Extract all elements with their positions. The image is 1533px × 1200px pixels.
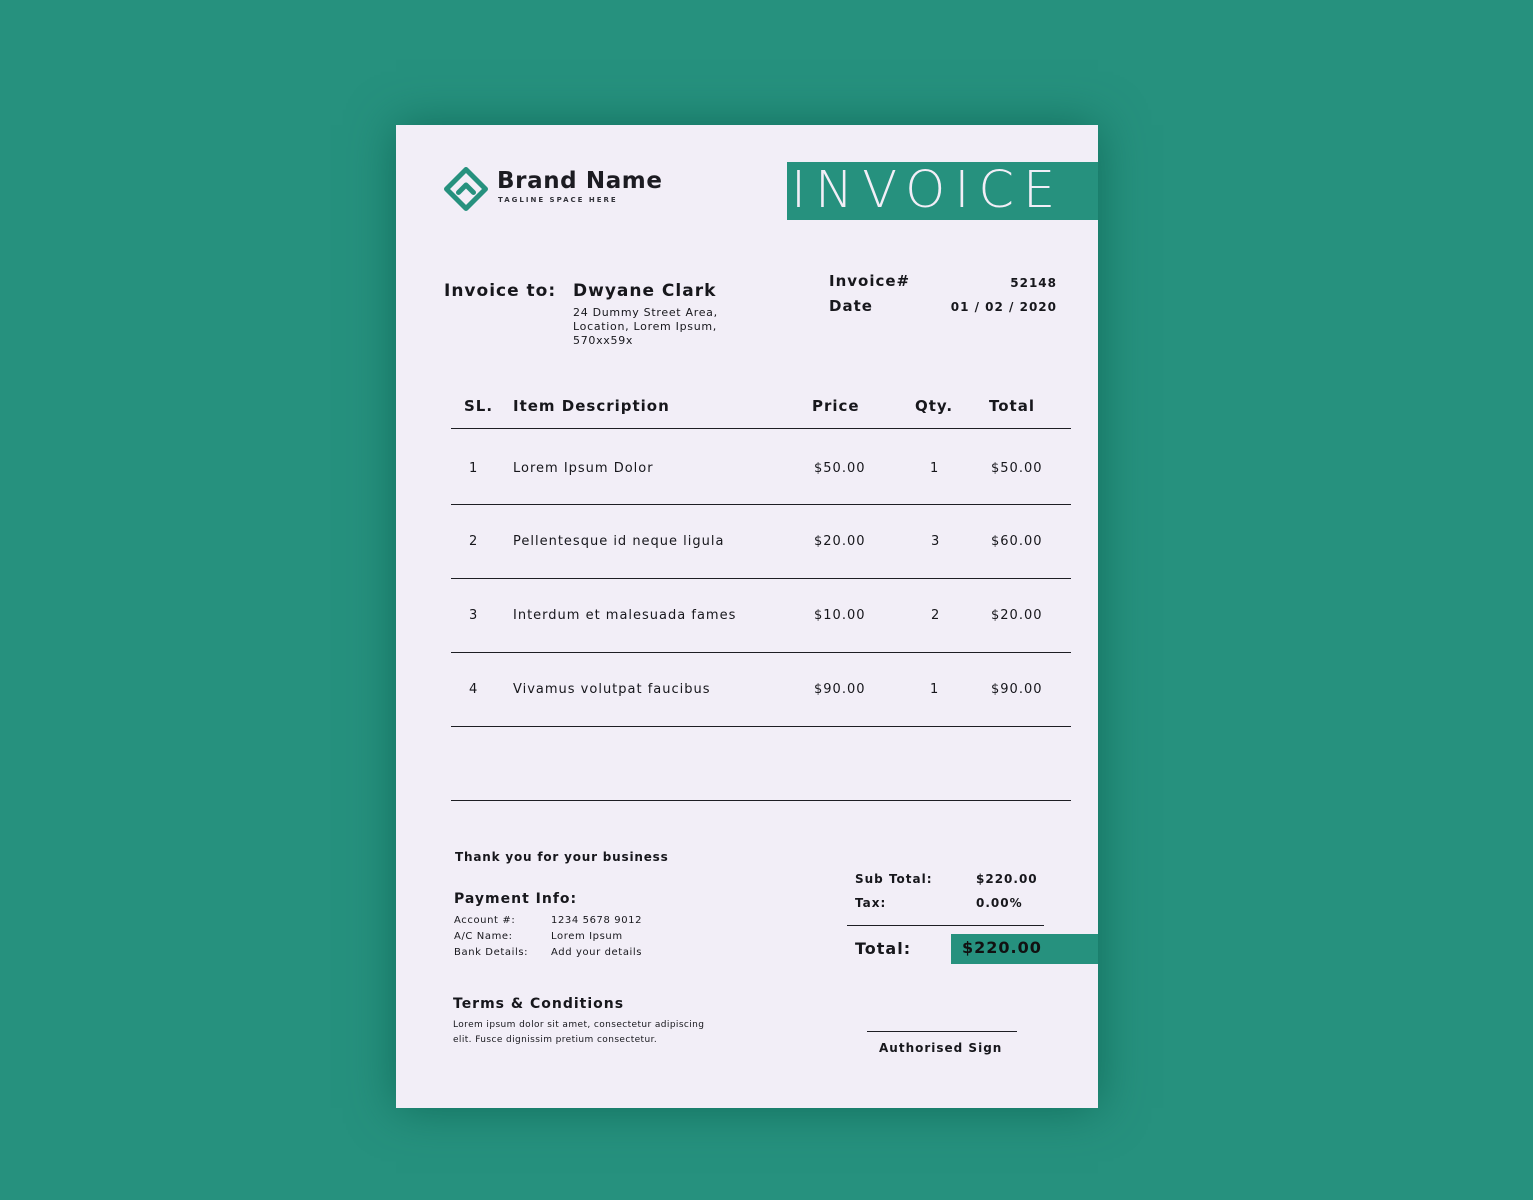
tax-label: Tax: — [855, 896, 887, 910]
cell-sl: 1 — [469, 461, 479, 476]
cell-qty: 1 — [930, 461, 940, 476]
terms-title: Terms & Conditions — [453, 996, 625, 1012]
address-line: Location, Lorem Ipsum, — [573, 320, 717, 333]
invoice-page — [396, 125, 1098, 1108]
payment-label: Bank Details: — [454, 947, 529, 958]
cell-qty: 1 — [930, 682, 940, 697]
table-header-divider — [451, 428, 1071, 429]
tax-value: 0.00% — [976, 896, 1023, 910]
signature-line — [867, 1031, 1017, 1032]
diamond-logo-icon — [444, 167, 488, 211]
address-line: 24 Dummy Street Area, — [573, 306, 718, 319]
cell-sl: 3 — [469, 608, 479, 623]
cell-sl: 4 — [469, 682, 479, 697]
cell-total: $20.00 — [991, 608, 1043, 623]
invoice-date: 01 / 02 / 2020 — [950, 300, 1057, 314]
subtotal-label: Sub Total: — [855, 872, 933, 886]
terms-text-line: elit. Fusce dignissim pretium consectetur. — [453, 1035, 658, 1045]
thank-you-note: Thank you for your business — [455, 850, 669, 864]
invoice-number: 52148 — [1010, 276, 1057, 290]
column-header-total: Total — [989, 397, 1035, 415]
subtotal-value: $220.00 — [976, 872, 1038, 886]
total-amount: $220.00 — [962, 938, 1042, 957]
address-line: 570xx59x — [573, 334, 634, 347]
column-header-price: Price — [812, 397, 860, 415]
cell-price: $50.00 — [814, 461, 866, 476]
column-header-description: Item Description — [513, 397, 670, 415]
cell-total: $50.00 — [991, 461, 1043, 476]
payment-label: A/C Name: — [454, 931, 513, 942]
column-header-qty: Qty. — [915, 397, 954, 415]
payment-value: Add your details — [551, 947, 643, 958]
brand-name: Brand Name — [497, 168, 663, 194]
date-label: Date — [829, 297, 873, 315]
row-divider — [451, 652, 1071, 653]
cell-price: $20.00 — [814, 534, 866, 549]
client-address — [573, 306, 718, 348]
payment-value: Lorem Ipsum — [551, 931, 623, 942]
cell-total: $90.00 — [991, 682, 1043, 697]
cell-price: $90.00 — [814, 682, 866, 697]
invoice-to-label: Invoice to: — [444, 281, 557, 301]
invoice-number-label: Invoice# — [829, 272, 911, 290]
invoice-title: INVOICE — [791, 161, 1065, 220]
cell-description: Lorem Ipsum Dolor — [513, 461, 654, 476]
row-divider — [451, 504, 1071, 505]
column-header-sl: SL. — [464, 397, 494, 415]
payment-info-title: Payment Info: — [454, 891, 578, 907]
row-divider — [451, 726, 1071, 727]
brand-tagline: TAGLINE SPACE HERE — [498, 196, 618, 204]
cell-description: Interdum et malesuada fames — [513, 608, 737, 623]
cell-description: Vivamus volutpat faucibus — [513, 682, 711, 697]
total-label: Total: — [855, 939, 912, 958]
cell-qty: 3 — [931, 534, 941, 549]
invoice-title-banner — [787, 162, 1098, 220]
terms-text-line: Lorem ipsum dolor sit amet, consectetur adipiscing — [453, 1020, 705, 1030]
authorised-sign-label: Authorised Sign — [879, 1041, 1003, 1055]
cell-price: $10.00 — [814, 608, 866, 623]
total-amount-box — [951, 934, 1098, 964]
payment-label: Account #: — [454, 915, 516, 926]
cell-sl: 2 — [469, 534, 479, 549]
table-bottom-divider — [451, 800, 1071, 801]
row-divider — [451, 578, 1071, 579]
cell-total: $60.00 — [991, 534, 1043, 549]
cell-qty: 2 — [931, 608, 941, 623]
summary-divider — [847, 925, 1044, 926]
cell-description: Pellentesque id neque ligula — [513, 534, 725, 549]
payment-value: 1234 5678 9012 — [551, 915, 643, 926]
client-name: Dwyane Clark — [573, 281, 717, 301]
